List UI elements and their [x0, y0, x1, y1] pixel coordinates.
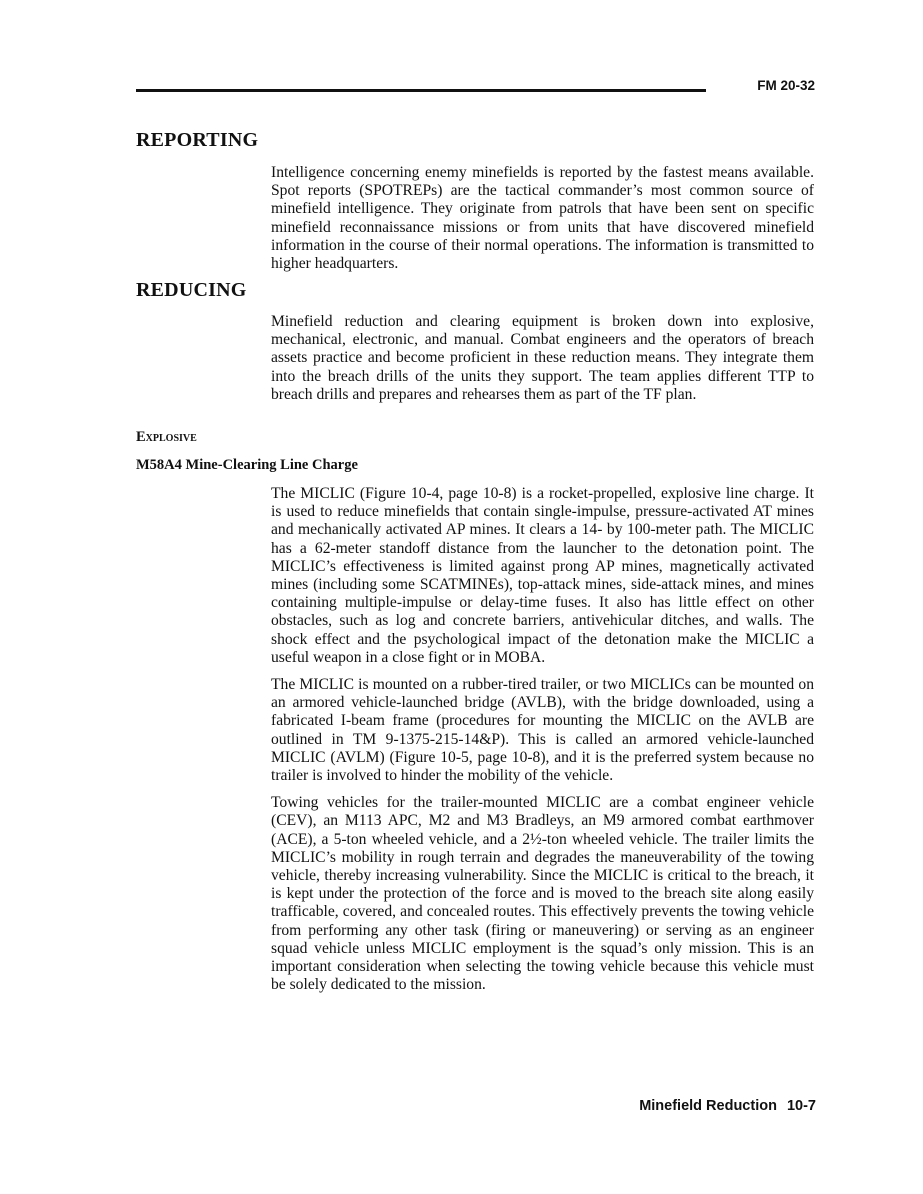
chapter-title: Minefield Reduction	[639, 1098, 777, 1114]
body-paragraph: The MICLIC is mounted on a rubber-tired trailer, or two MICLICs can be mounted on an armored vehicle-launched bridge (AVLB), with the bridge downloaded, using a fabricated I-beam frame (procedures for mounting the MICLIC on the AVLB are outlined in TM 9-1375-215-14&P). This is called an armored vehicle-launched MICLIC (AVLM) (Figure 10-5, page 10-8), and it is the preferred system because no trailer is involved to hinder the mobility of the vehicle.	[271, 676, 814, 785]
reporting-heading: REPORTING	[136, 129, 259, 151]
reducing-body	[271, 313, 814, 413]
reducing-heading: REDUCING	[136, 279, 247, 301]
reporting-paragraph: Intelligence concerning enemy minefields is reported by the fastest means available. Spot reports (SPOTREPs) are the tactical commander’s most common source of minefield intelligence. They originate from patrols that have been sent on specific minefield reconnaissance missions or from units that have discovered minefield information in the course of their normal operations. The information is transmitted to higher headquarters.	[271, 164, 814, 273]
explosive-heading: Explosive	[136, 429, 197, 445]
header-rule	[136, 89, 706, 92]
document-code: FM 20-32	[757, 78, 815, 93]
page-footer	[560, 1098, 816, 1114]
reducing-paragraph: Minefield reduction and clearing equipment is broken down into explosive, mechanical, electronic, and manual. Combat engineers and the operators of breach assets practice and become proficient in these reduction means. They integrate them into the breach drills of the units they support. The team applies different TTP to breach drills and prepares and rehearses them as part of the TF plan.	[271, 313, 814, 403]
body-paragraph: The MICLIC (Figure 10-4, page 10-8) is a rocket-propelled, explosive line charge. It is used to reduce minefields that contain single-impulse, pressure-activated AT mines and mechanically activated AP mines. It clears a 14- by 100-meter path. The MICLIC has a 62-meter standoff distance from the launcher to the detonation point. The MICLIC’s effectiveness is limited against prong AP mines, magnetically activated mines (including some SCATMINEs), top-attack mines, side-attack mines, and mines containing multiple-impulse or delay-time fuses. It also has little effect on other obstacles, such as log and concrete barriers, antivehicular ditches, and walls. The shock effect and the psychological impact of the detonation make the MICLIC a useful weapon in a close fight or in MOBA.	[271, 485, 814, 666]
reporting-body	[271, 164, 814, 282]
body-paragraph: Towing vehicles for the trailer-mounted MICLIC are a combat engineer vehicle (CEV), an M113 APC, M2 and M3 Bradleys, an M9 armored combat earthmover (ACE), a 5-ton wheeled vehicle, and a 2½-ton wheeled vehicle. The trailer limits the MICLIC’s mobility in rough terrain and degrades the maneuverability of the towing vehicle, thereby increasing vulnerability. Since the MICLIC is critical to the breach, it is kept under the protection of the force and is moved to the breach site along easily trafficable, covered, and concealed routes. This effectively prevents the towing vehicle from performing any other task (firing or maneuvering) or serving as an engineer squad vehicle unless MICLIC employment is the squad’s only mission. This is an important consideration when selecting the towing vehicle because this vehicle must be solely dedicated to the mission.	[271, 794, 814, 994]
miclic-subheading: M58A4 Mine-Clearing Line Charge	[136, 457, 358, 473]
explosive-body	[271, 485, 814, 1003]
page-number: 10-7	[786, 1098, 816, 1114]
